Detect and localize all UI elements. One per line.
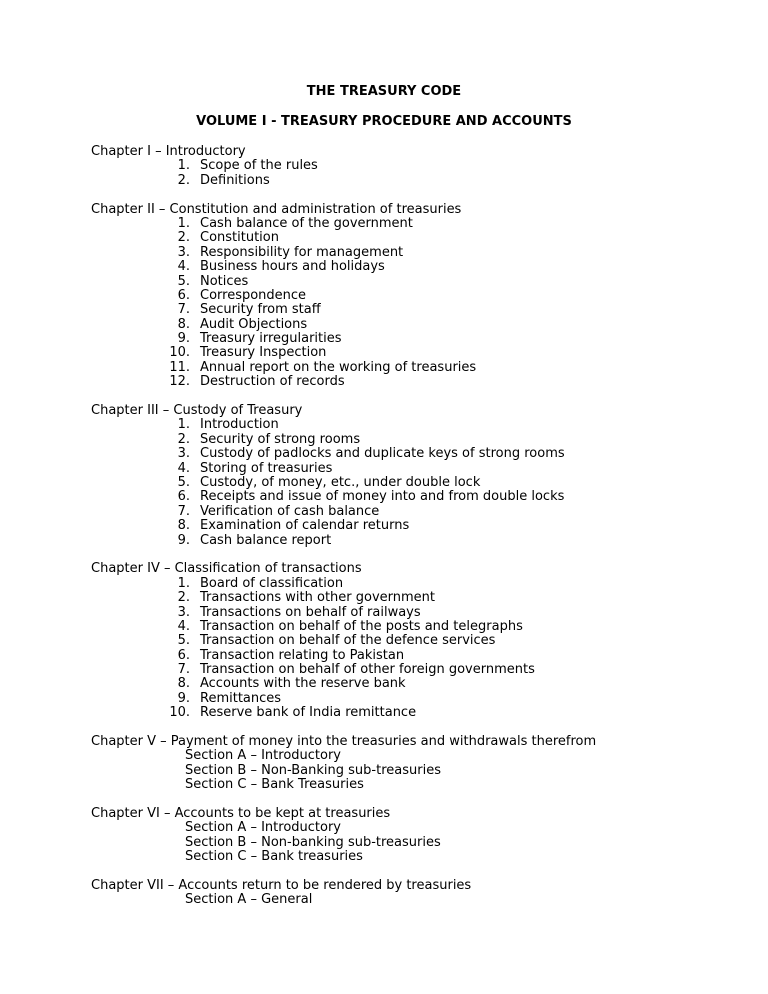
- list-item-label: Cash balance report: [200, 532, 332, 548]
- list-item-number: 5.: [177, 633, 190, 649]
- chapter-heading: Chapter IV – Classification of transactions: [91, 561, 362, 577]
- list-item: [91, 217, 751, 231]
- list-item: [91, 606, 751, 620]
- list-item-number: 1.: [177, 215, 190, 231]
- list-item-label: Transaction on behalf of the defence services: [200, 633, 496, 649]
- section-item: [91, 850, 751, 864]
- list-item-label: Custody, of money, etc., under double lock: [200, 474, 481, 490]
- list-item-number: 6.: [177, 647, 190, 663]
- list-item-label: Business hours and holidays: [200, 259, 385, 275]
- list-item: [91, 332, 751, 346]
- list-item: [91, 246, 751, 260]
- list-item: [91, 159, 751, 173]
- list-item-label: Treasury irregularities: [200, 331, 342, 347]
- list-item-label: Accounts with the reserve bank: [200, 676, 406, 692]
- section-item: [91, 778, 751, 792]
- chapter-heading: Chapter III – Custody of Treasury: [91, 403, 303, 419]
- table-of-contents: [91, 145, 751, 922]
- list-item-label: Notices: [200, 273, 249, 289]
- list-item: [91, 677, 751, 691]
- list-item-label: Cash balance of the government: [200, 215, 413, 231]
- list-item-number: 9.: [177, 532, 190, 548]
- chapter-heading: Chapter VI – Accounts to be kept at treasuries: [91, 805, 391, 821]
- list-item: [91, 447, 751, 461]
- list-item-label: Constitution: [200, 230, 279, 246]
- chapter-heading: Chapter V – Payment of money into the treasuries and withdrawals therefrom: [91, 734, 597, 750]
- list-item-number: 8.: [177, 518, 190, 534]
- section-label: Section C – Bank Treasuries: [185, 777, 364, 793]
- section-label: Section A – Introductory: [185, 820, 341, 836]
- list-item-label: Board of classification: [200, 575, 344, 591]
- list-item-number: 3.: [177, 446, 190, 462]
- list-item-label: Reserve bank of India remittance: [200, 705, 417, 721]
- list-item: [91, 577, 751, 591]
- list-item-number: 12.: [169, 374, 190, 390]
- list-item-label: Responsibility for management: [200, 244, 404, 260]
- chapter-block: [91, 807, 751, 865]
- list-item-number: 4.: [177, 618, 190, 634]
- chapter-block: [91, 562, 751, 720]
- list-item-number: 5.: [177, 273, 190, 289]
- list-item: [91, 591, 751, 605]
- document-title: THE TREASURY CODE: [306, 84, 462, 99]
- list-item-label: Custody of padlocks and duplicate keys of strong rooms: [200, 446, 565, 462]
- list-item-number: 6.: [177, 287, 190, 303]
- list-item: [91, 519, 751, 533]
- section-label: Section A – General: [185, 892, 313, 908]
- volume-title: VOLUME I - TREASURY PROCEDURE AND ACCOUNTS: [196, 114, 572, 129]
- list-item-number: 2.: [177, 590, 190, 606]
- list-item: [91, 534, 751, 548]
- section-label: Section C – Bank treasuries: [185, 849, 363, 865]
- list-item: [91, 692, 751, 706]
- section-item: [91, 749, 751, 763]
- section-item: [91, 893, 751, 907]
- list-item-number: 6.: [177, 489, 190, 505]
- list-item-label: Receipts and issue of money into and from double locks: [200, 489, 565, 505]
- list-item-number: 7.: [177, 302, 190, 318]
- list-item-number: 4.: [177, 460, 190, 476]
- list-item: [91, 490, 751, 504]
- list-item: [91, 303, 751, 317]
- chapter-heading: Chapter I – Introductory: [91, 144, 246, 159]
- list-item-label: Transaction relating to Pakistan: [200, 647, 405, 663]
- section-item: [91, 821, 751, 835]
- list-item: [91, 318, 751, 332]
- list-item-label: Security from staff: [200, 302, 321, 318]
- list-item-number: 11.: [169, 359, 190, 375]
- list-item-label: Scope of the rules: [200, 158, 318, 174]
- section-item: [91, 764, 751, 778]
- list-item-label: Storing of treasuries: [200, 460, 333, 476]
- list-item-number: 10.: [169, 705, 190, 721]
- section-label: Section B – Non-Banking sub-treasuries: [185, 762, 441, 778]
- list-item-number: 3.: [177, 604, 190, 620]
- list-item-number: 2.: [177, 172, 190, 188]
- list-item: [91, 361, 751, 375]
- chapter-block: [91, 145, 751, 188]
- chapter-block: [91, 203, 751, 390]
- list-item: [91, 433, 751, 447]
- list-item-label: Transactions on behalf of railways: [200, 604, 421, 620]
- list-item-number: 1.: [177, 575, 190, 591]
- list-item-number: 1.: [177, 417, 190, 433]
- list-item-label: Transaction on behalf of the posts and telegraphs: [200, 618, 523, 634]
- list-item-number: 9.: [177, 331, 190, 347]
- list-item-label: Security of strong rooms: [200, 431, 361, 447]
- list-item: [91, 634, 751, 648]
- list-item-number: 3.: [177, 244, 190, 260]
- list-item: [91, 231, 751, 245]
- list-item-label: Examination of calendar returns: [200, 518, 410, 534]
- list-item: [91, 620, 751, 634]
- section-label: Section A – Introductory: [185, 748, 341, 764]
- list-item-number: 1.: [177, 158, 190, 174]
- list-item: [91, 476, 751, 490]
- list-item: [91, 260, 751, 274]
- chapter-block: [91, 879, 751, 908]
- list-item-label: Destruction of records: [200, 374, 345, 390]
- list-item: [91, 375, 751, 389]
- list-item-label: Transaction on behalf of other foreign governments: [200, 662, 535, 678]
- list-item-label: Introduction: [200, 417, 279, 433]
- list-item-number: 4.: [177, 259, 190, 275]
- section-label: Section B – Non-banking sub-treasuries: [185, 834, 441, 850]
- list-item: [91, 418, 751, 432]
- list-item: [91, 505, 751, 519]
- list-item-label: Treasury Inspection: [200, 345, 327, 361]
- list-item-number: 8.: [177, 316, 190, 332]
- list-item-number: 9.: [177, 690, 190, 706]
- list-item-label: Verification of cash balance: [200, 503, 380, 519]
- list-item-label: Remittances: [200, 690, 282, 706]
- list-item-label: Annual report on the working of treasuries: [200, 359, 477, 375]
- list-item-label: Transactions with other government: [200, 590, 436, 606]
- list-item: [91, 289, 751, 303]
- list-item: [91, 706, 751, 720]
- list-item-number: 7.: [177, 662, 190, 678]
- list-item: [91, 649, 751, 663]
- list-item: [91, 462, 751, 476]
- list-item-label: Correspondence: [200, 287, 307, 303]
- list-item-number: 2.: [177, 230, 190, 246]
- list-item-number: 2.: [177, 431, 190, 447]
- list-item-number: 5.: [177, 474, 190, 490]
- list-item-number: 10.: [169, 345, 190, 361]
- section-item: [91, 836, 751, 850]
- chapter-block: [91, 404, 751, 548]
- chapter-heading: Chapter II – Constitution and administration of treasuries: [91, 201, 462, 217]
- list-item-number: 7.: [177, 503, 190, 519]
- list-item: [91, 174, 751, 188]
- list-item: [91, 346, 751, 360]
- list-item-number: 8.: [177, 676, 190, 692]
- chapter-block: [91, 735, 751, 793]
- list-item-label: Audit Objections: [200, 316, 308, 332]
- list-item: [91, 275, 751, 289]
- chapter-heading: Chapter VII – Accounts return to be rendered by treasuries: [91, 877, 472, 893]
- list-item: [91, 663, 751, 677]
- list-item-label: Definitions: [200, 172, 270, 188]
